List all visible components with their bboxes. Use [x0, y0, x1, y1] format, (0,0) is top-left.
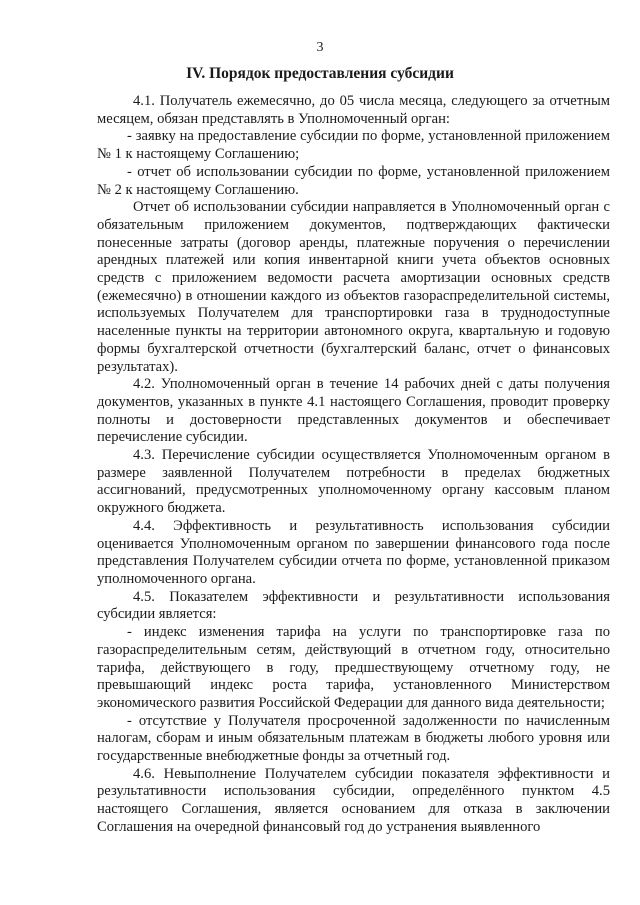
list-item-report: - отчет об использовании субсидии по форме, установленной приложением № 2 к настоящему Соглашению.	[97, 163, 610, 198]
paragraph-report-documents: Отчет об использовании субсидии направляется в Уполномоченный орган с обязательным приложением документов, подтверждающих фактически понесенные затраты (договор аренды, платежные поручения о перечислении арендных платежей или копия инвентарной книги учета объектов основных средств с приложением ведомости расчета амортизации основных средств (ежемесячно) в отношении каждого из объектов газораспределительной системы, используемых Получателем для транспортировки газа в труднодоступные населенные пункты на территории автономного округа, квартальную и годовую формы бухгалтерской отчетности (бухгалтерский баланс, отчет о финансовых результатах).	[97, 199, 610, 375]
paragraph-4-3: 4.3. Перечисление субсидии осуществляется Уполномоченным органом в размере заявленной Получателем потребности в пределах бюджетных ассигнований, предусмотренных уполномоченному органу кассовым планом окружного бюджета.	[97, 447, 610, 517]
list-item-application: - заявку на предоставление субсидии по форме, установленной приложением № 1 к настоящему Соглашению;	[97, 128, 610, 163]
paragraph-4-1: 4.1. Получатель ежемесячно, до 05 числа месяца, следующего за отчетным месяцем, обязан представлять в Уполномоченный орган:	[97, 93, 610, 127]
paragraph-4-5: 4.5. Показателем эффективности и результативности использования субсидии является:	[97, 588, 610, 623]
paragraph-4-2: 4.2. Уполномоченный орган в течение 14 рабочих дней с даты получения документов, указанных в пункте 4.1 настоящего Соглашения, проводит проверку полноты и достоверности представленных документов и обеспечивает перечисление субсидии.	[97, 376, 610, 446]
section-title: IV. Порядок предоставления субсидии	[186, 65, 454, 82]
page-number: 3	[316, 40, 324, 55]
list-item-no-arrears: - отсутствие у Получателя просроченной задолженности по начисленным налогам, сборам и иным обязательным платежам в бюджеты любого уровня или государственные внебюджетные фонды за отчетный год.	[97, 712, 610, 765]
paragraph-4-4: 4.4. Эффективность и результативность использования субсидии оценивается Уполномоченным органом по завершении финансового года после представления Получателем субсидии отчета по форме, установленной приказом уполномоченного органа.	[97, 517, 610, 587]
document-body	[97, 93, 610, 837]
list-item-tariff-index: - индекс изменения тарифа на услуги по транспортировке газа по газораспределительным сетям, действующий в отчетном году, относительно тарифа, действующего в году, предшествующему отчетному году, не превышающий индекс роста тарифа, установленного Министерством экономического развития Российской Федерации для данного вида деятельности;	[97, 624, 610, 711]
paragraph-4-6: 4.6. Невыполнение Получателем субсидии показателя эффективности и результативности использования субсидии, определённого пунктом 4.5 настоящего Соглашения, является основанием для отказа в заключении Соглашения на очередной финансовый год до устранения выявленного	[97, 765, 610, 835]
